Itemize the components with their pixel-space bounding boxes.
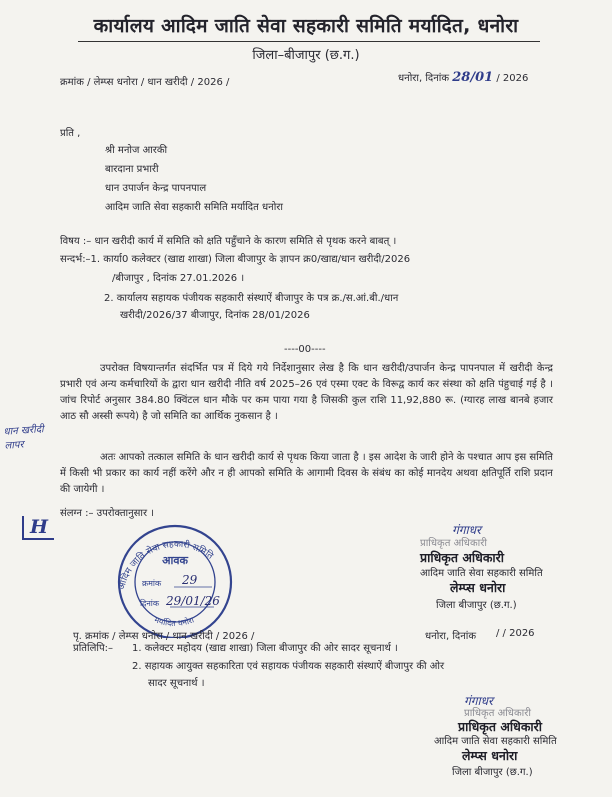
body-paragraph-1: उपरोक्त विषयान्तर्गत संदर्भित पत्र में दिये गये निर्देशानुसार लेख है कि धान खरीदी/उपार्जन केन्द्र पापनपाल में खरीदी केन्द्र प्रभारी एवं अन्य कर्मचारियों के द्वारा धान खरीदी नीति वर्ष 2025–26 एवं एस्मा एक्ट के विरूद्व कार्य कर संस्था को क्षति पंहुचाई गई है । जांच रिपोर्ट अनुसार 384.80 क्विंटल धान मौके पर कम पाया गया है जिसकी कुल राशि 11,92,880 रू. (ग्यारह लाख बानबे हजार आठ सौ अस्सी रूपये) है जो समिति का आर्थिक नुकसान है । <box>60 363 553 422</box>
stamp-kramank-value: 29 <box>182 573 198 587</box>
recipient-society: आदिम जाति सेवा सहकारी समिति मर्यादित धनोरा <box>105 202 283 213</box>
inward-stamp <box>108 520 242 638</box>
reference-1-cont: /बीजापुर , दिनांक 27.01.2026 । <box>112 273 245 284</box>
copy-recipient-2-cont: सादर सूचनार्थ । <box>148 678 205 689</box>
body-paragraph-2: अतः आपको तत्काल समिति के धान खरीदी कार्य से पृथक किया जाता है । इस आदेश के जारी होने के पश्चात आप इस समिति में किसी भी प्रकार का कार्य नहीं करेंगे और न ही आपको समिति के आगामी दिवस के संबंध का कोई मानदेय अथवा क्षतिपूर्ति राशि प्रदान की जायेगी । <box>60 452 553 495</box>
recipient-name: श्री मनोज आरकी <box>105 145 168 156</box>
stamp-date-value: 29/01/26 <box>166 594 220 608</box>
signature-1-society: आदिम जाति सेवा सहकारी समिति <box>420 568 543 579</box>
reference-1: सन्दर्भ:–1. कार्या0 कलेक्टर (खाद्य शाखा) जिला बीजापुर के ज्ञापन क्र0/खाद्य/धान खरीदी/2026 <box>60 254 411 265</box>
handwritten-date: 28/01 <box>452 70 494 85</box>
enclosure-line: संलग्न :– उपरोक्तानुसार । <box>60 508 155 519</box>
subject-line: विषय :– धान खरीदी कार्य में समिति को क्षति पहुँचाने के कारण समिति से पृथक करने बाबत् । <box>60 236 397 247</box>
section-divider: ----00---- <box>284 344 326 355</box>
signature-1-faded-seal: प्राधिकृत अधिकारी <box>420 538 487 549</box>
signature-1-title: प्राधिकृत अधिकारी <box>420 550 505 565</box>
signature-2-handwriting: गंगाधर <box>464 694 493 708</box>
signature-2-society: आदिम जाति सेवा सहकारी समिति <box>434 736 557 747</box>
copy-recipient-2: 2. सहायक आयुक्त सहकारिता एवं सहायक पंजीयक सहकारी संस्थाऐं बीजापुर की ओर <box>132 661 445 672</box>
signature-1-district: जिला बीजापुर (छ.ग.) <box>436 600 517 611</box>
signature-2-district: जिला बीजापुर (छ.ग.) <box>452 767 533 778</box>
stamp-kramank-label: क्रमांक <box>142 579 162 588</box>
signature-2-faded-seal: प्राधिकृत अधिकारी <box>464 708 531 719</box>
initials-mark: H <box>22 516 54 540</box>
reference-year: / 2026 <box>496 73 529 84</box>
letterhead-rule <box>78 41 540 42</box>
signature-1-lamps: लेम्प्स धनोरा <box>450 580 506 595</box>
pratilipi-label: प्रतिलिपि:– <box>73 643 113 654</box>
copy-date-slashes: / / 2026 <box>496 628 535 639</box>
copy-place-date: धनोरा, दिनांक <box>425 631 477 642</box>
stamp-center-title: आवक <box>162 554 188 567</box>
signature-2-title: प्राधिकृत अधिकारी <box>458 719 543 734</box>
stamp-top-text: आदिम जाति सेवा सहकारी समिति <box>117 539 215 591</box>
reference-2: 2. कार्यालय सहायक पंजीयक सहकारी संस्थाऐं बीजापुर के पत्र क्र./स.आं.बी./धान <box>104 293 399 304</box>
letterhead-title: कार्यालय आदिम जाति सेवा सहकारी समिति मर्यादित, धनोरा <box>93 15 519 37</box>
stamp-bottom-text: मर्यादित धनोरा <box>153 615 196 628</box>
reference-place-date <box>398 70 528 85</box>
reference-2-cont: खरीदी/2026/37 बीजापुर, दिनांक 28/01/2026 <box>120 310 310 321</box>
signature-1-handwriting: गंगाधर <box>452 523 481 537</box>
letterhead-subtitle: जिला–बीजापुर (छ.ग.) <box>252 48 360 63</box>
prati-label: प्रति , <box>60 128 81 139</box>
copy-reference-number: पृ. क्रमांक / लेम्प्स धनोरा / धान खरीदी / 2026 / <box>73 631 255 642</box>
stamp-date-label: दिनांक <box>140 599 159 608</box>
recipient-centre: धान उपार्जन केन्द्र पापनपाल <box>105 183 207 194</box>
place-date-label: धनोरा, दिनांक <box>398 73 450 84</box>
recipient-designation: बारदाना प्रभारी <box>105 164 159 175</box>
copy-recipient-1: 1. कलेक्टर महोदय (खाद्य शाखा) जिला बीजापुर की ओर सादर सूचनार्थ । <box>132 643 398 654</box>
reference-number: क्रमांक / लेम्प्स धनोरा / धान खरीदी / 2026 / <box>60 77 230 88</box>
margin-handwritten-note: धान खरीदी लापर <box>3 424 45 452</box>
signature-2-lamps: लेम्प्स धनोरा <box>462 748 518 763</box>
